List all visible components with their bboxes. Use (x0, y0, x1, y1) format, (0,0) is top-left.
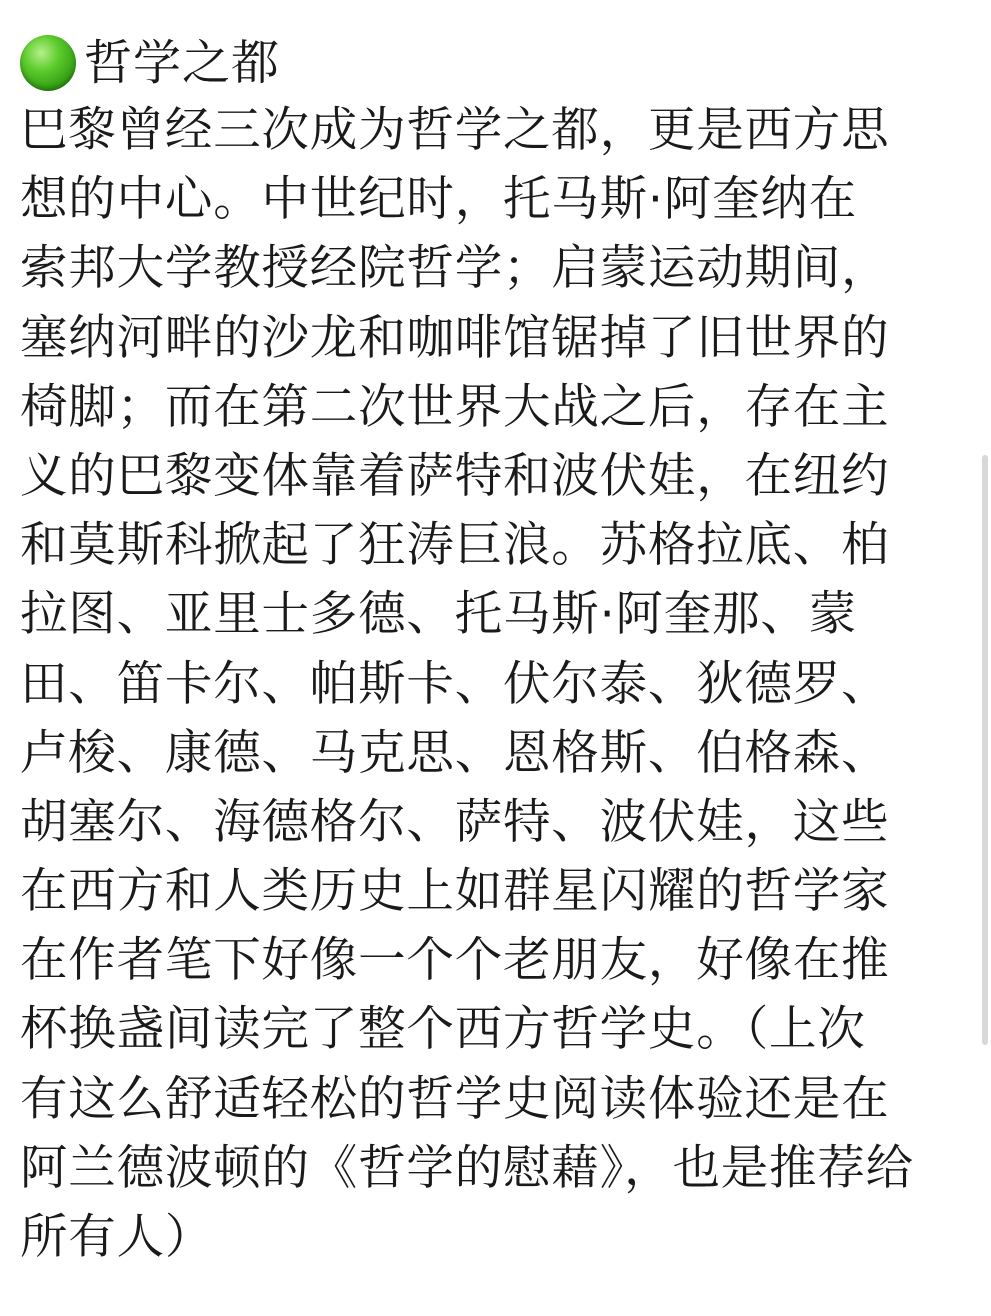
body-line: 义的巴黎变体靠着萨特和波伏娃，在纽约 (20, 448, 890, 504)
body-line: 在西方和人类历史上如群星闪耀的哲学家 (20, 864, 890, 920)
body-line: 塞纳河畔的沙龙和咖啡馆锯掉了旧世界的 (20, 310, 890, 366)
body-line: 拉图、亚里士多德、托马斯·阿奎那、蒙 (20, 587, 857, 643)
body-line: 卢梭、康德、马克思、恩格斯、伯格森、 (20, 725, 890, 781)
body-line: 和莫斯科掀起了狂涛巨浪。苏格拉底、柏 (20, 518, 890, 574)
body-line: 有这么舒适轻松的哲学史阅读体验还是在 (20, 1071, 890, 1127)
body-line: 椅脚；而在第二次世界大战之后，存在主 (20, 379, 890, 435)
green-circle-icon (20, 35, 76, 91)
body-line: 杯换盏间读完了整个西方哲学史。（上次 (20, 1002, 866, 1058)
post-content (20, 30, 975, 1272)
body-line: 在作者笔下好像一个个老朋友，好像在推 (20, 933, 890, 989)
body-line: 想的中心。中世纪时，托马斯·阿奎纳在 (20, 172, 857, 228)
body-line: 田、笛卡尔、帕斯卡、伏尔泰、狄德罗、 (20, 656, 890, 712)
scrollbar[interactable] (982, 455, 988, 1045)
body-line: 胡塞尔、海德格尔、萨特、波伏娃，这些 (20, 794, 890, 850)
body-line: 巴黎曾经三次成为哲学之都，更是西方思 (20, 103, 890, 158)
post-body (20, 96, 975, 1272)
heading-title: 哲学之都 (84, 35, 281, 91)
post-heading (20, 30, 975, 96)
body-line: 索邦大学教授经院哲学；启蒙运动期间， (20, 241, 890, 297)
body-line: 阿兰德波顿的《哲学的慰藉》，也是推荐给 (20, 1140, 914, 1196)
body-line: 所有人） (20, 1210, 214, 1265)
